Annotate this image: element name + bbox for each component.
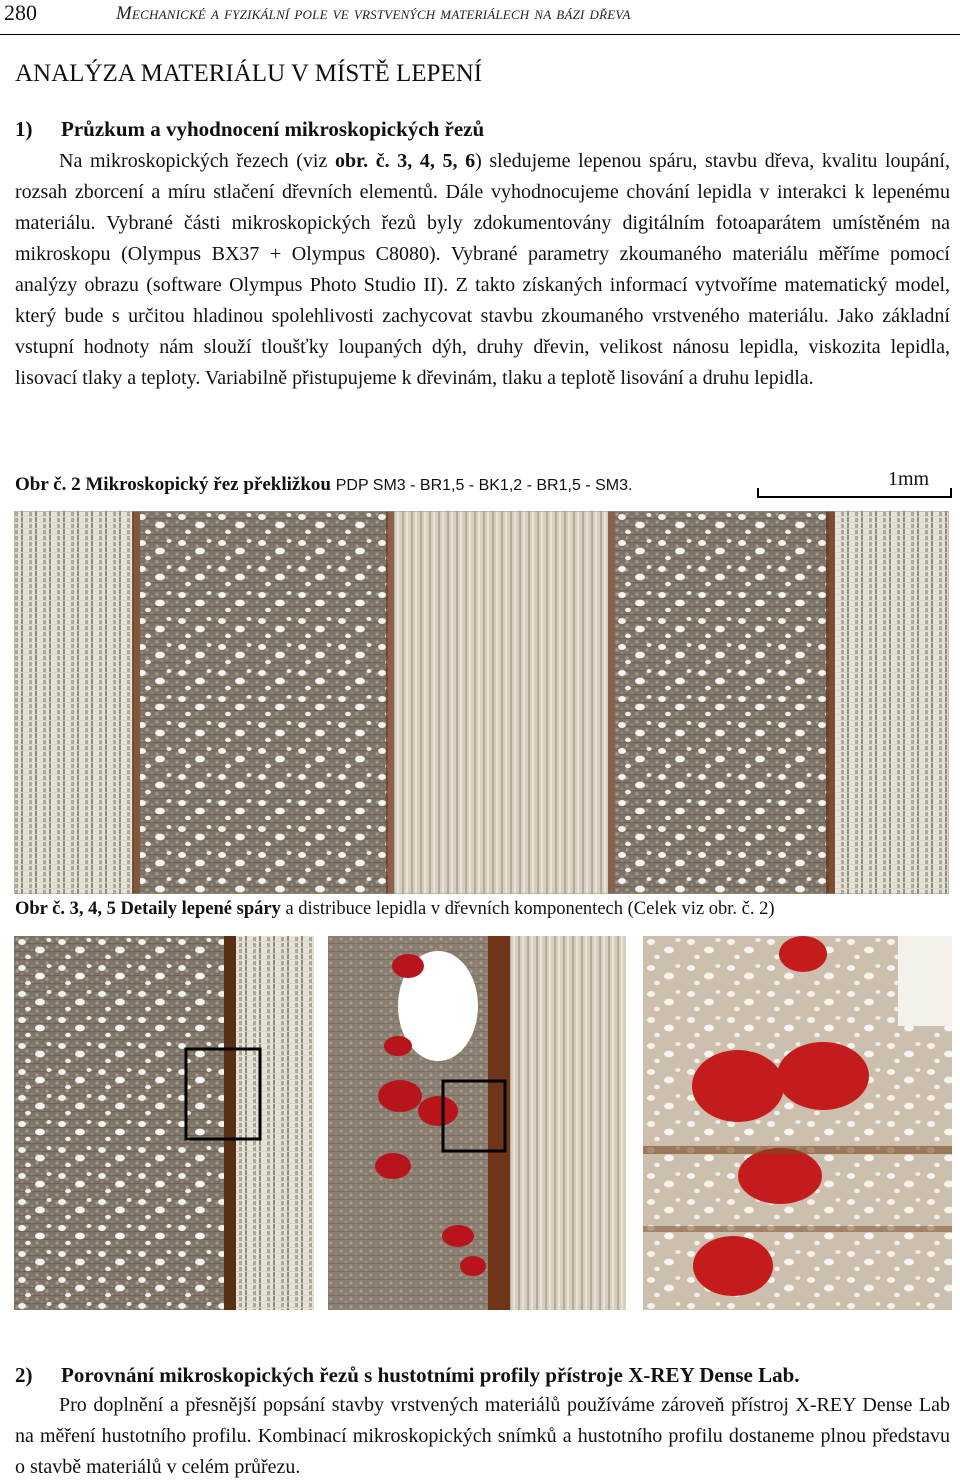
page-number: 280 bbox=[4, 0, 37, 25]
paragraph-rest: ) sledujeme lepenou spáru, stavbu dřeva, kvalitu loupání, rozsah zborcení a míru stlačení dřevních elementů. Dále vyhodnocujeme chování lepidla v interakci k lepenému materiálu. Vybrané části mikroskopických řezů byly zdokumentovány digitálním fotoaparátem umístěném na mikroskopu (Olympus BX37 + Olympus C8080). Vybrané parametry zkoumaného materiálu měříme pomocí analýzy obrazu (software Olympus Photo Studio II). Z takto získaných informací vytvoříme matematický model, který bude s určitou hladinou spolehlivosti zachycovat stavbu zkoumaného vrstveného materiálu. Jako základní vstupní hodnoty nám slouží tloušťky loupaných dýh, druhy dřevin, velikost nánosu lepidla, viskozita lepidla, lisovací tlaky a teploty. Variabilně přistupujeme k dřevinám, tlaku a teplotě lisování a druhu lepidla. bbox=[15, 150, 950, 389]
section-1-title: Průzkum a vyhodnocení mikroskopických řezů bbox=[61, 117, 485, 141]
figure-3-caption bbox=[15, 899, 775, 920]
section-2-title: Porovnání mikroskopických řezů s hustotními profily přístroje X-REY Dense Lab. bbox=[61, 1363, 800, 1387]
figure-2-spec: PDP SM3 - BR1,5 - BK1,2 - BR1,5 - SM3. bbox=[335, 477, 633, 494]
chapter-title: ANALÝZA MATERIÁLU V MÍSTĚ LEPENÍ bbox=[15, 60, 483, 87]
figure-2-caption bbox=[15, 474, 632, 496]
plywood-micrograph bbox=[14, 511, 949, 894]
header-rule bbox=[0, 34, 960, 35]
scale-bar bbox=[757, 488, 952, 498]
figure-3-label: Obr č. 3, 4, 5 Detaily lepené spáry bbox=[15, 899, 281, 919]
figure-2-label: Obr č. 2 Mikroskopický řez překližkou bbox=[15, 474, 331, 495]
running-title: Mechanické a fyzikální pole ve vrstvených materiálech na bázi dřeva bbox=[116, 3, 631, 24]
figure-reference: obr. č. 3, 4, 5, 6 bbox=[334, 150, 476, 172]
paragraph-start: Na mikroskopických řezech (viz bbox=[59, 150, 335, 172]
section-1-paragraph bbox=[15, 146, 950, 394]
figure-3-caption-text: a distribuce lepidla v dřevních komponentech (Celek viz obr. č. 2) bbox=[280, 899, 775, 919]
detail-micrograph-2 bbox=[328, 936, 626, 1310]
section-2-number: 2) bbox=[15, 1363, 33, 1387]
detail-micrograph-1 bbox=[14, 936, 314, 1310]
section-1-number: 1) bbox=[15, 117, 33, 141]
scale-bar-label: 1mm bbox=[888, 468, 930, 490]
section-1-heading bbox=[15, 117, 484, 142]
section-2-paragraph: Pro doplnění a přesnější popsání stavby vrstvených materiálů používáme zároveň přístroj X-REY Dense Lab na měření hustotního profilu. Kombinací mikroskopických snímků a hustotního profilu dostaneme plnou představu o stavbě materiálů v celém průřezu. bbox=[15, 1394, 950, 1478]
detail-micrograph-3 bbox=[643, 936, 952, 1310]
section-2-heading bbox=[15, 1363, 800, 1388]
